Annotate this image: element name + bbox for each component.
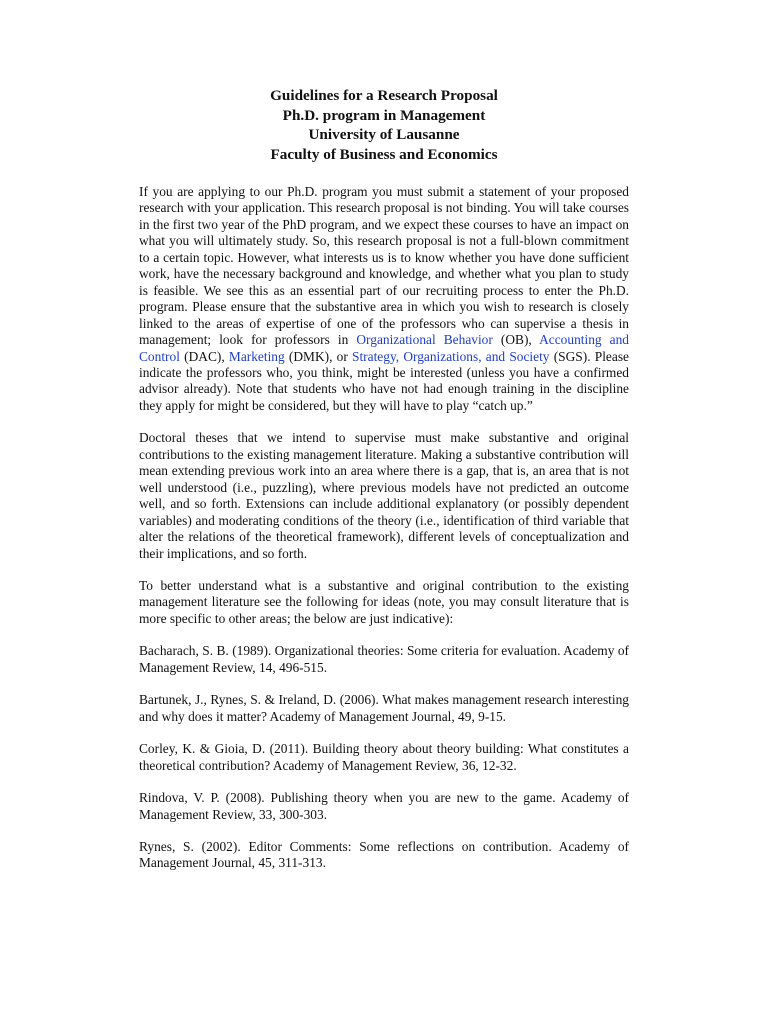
intro-text-sgs: (SGS). Please indicate the professors who, you think, might be interested (unless you have a confirmed advisor already). Note that students who have not had enough training in the discipline they apply for might be considered, but they will have to play “catch up.” xyxy=(139,348,629,413)
reference-list xyxy=(139,643,629,872)
title-line-4: Faculty of Business and Economics xyxy=(270,145,498,163)
intro-paragraph xyxy=(139,184,629,414)
title-line-3: University of Lausanne xyxy=(308,126,460,143)
document-title xyxy=(139,86,629,164)
link-accounting-and-control[interactable]: Accounting and Control xyxy=(139,332,630,364)
reference-item: Rynes, S. (2002). Editor Comments: Some reflections on contribution. Academy of Management Journal, 45, 311-313. xyxy=(139,838,629,871)
contribution-paragraph: Doctoral theses that we intend to supervise must make substantive and original contributions to the existing management literature. Making a substantive contribution will mean extending previous work into an area where there is a gap, that is, an area that is not well understood (i.e., puzzling), where previous models have not predicted an outcome well, and so forth. Extensions can include additional explanatory (or possibly dependent variables) and moderating conditions of the theory (i.e., identification of third variable that alter the relations of the theoretical framework), different levels of conceptualization and their implications, and so forth. xyxy=(139,430,629,561)
literature-paragraph: To better understand what is a substantive and original contribution to the existing management literature see the following for ideas (note, you may consult literature that is more specific to other areas; the below are just indicative): xyxy=(139,577,629,626)
link-marketing[interactable]: Marketing xyxy=(228,348,285,364)
title-line-1: Guidelines for a Research Proposal xyxy=(270,87,498,104)
document-page xyxy=(139,86,629,888)
link-strategy-organizations-society[interactable]: Strategy, Organizations, and Society xyxy=(352,348,550,364)
title-line-2: Ph.D. program in Management xyxy=(282,106,486,124)
reference-item: Rindova, V. P. (2008). Publishing theory when you are new to the game. Academy of Management Review, 33, 300-303. xyxy=(139,790,629,822)
intro-text-dmk: (DMK), or xyxy=(284,348,353,364)
link-organizational-behavior[interactable]: Organizational Behavior xyxy=(356,332,493,348)
intro-text: If you are applying to our Ph.D. program you must submit a statement of your proposed research with your application. This research proposal is not binding. You will take courses in the first two year of the PhD program, and we expect these courses to have an impact on what you will ultimately study. So, this research proposal is not a full-blown commitment to a certain topic. However, what interests us is to know whether you have done sufficient work, have the necessary background and knowledge, and whether what you plan to study is feasible. We see this as an essential part of our recruiting process to enter the Ph.D. program. Please ensure that the substantive area in which you wish to research is closely linked to the areas of expertise of one of the professors who can supervise a thesis in management; look for professors in xyxy=(139,184,629,348)
intro-text-dac: (DAC), xyxy=(179,348,229,364)
reference-item: Bartunek, J., Rynes, S. & Ireland, D. (2006). What makes management research interesting and why does it matter? Academy of Management Journal, 49, 9-15. xyxy=(139,692,629,724)
intro-text-ob: (OB), xyxy=(492,332,540,348)
reference-item: Corley, K. & Gioia, D. (2011). Building theory about theory building: What constitutes a theoretical contribution? Academy of Management Review, 36, 12-32. xyxy=(139,741,629,773)
reference-item: Bacharach, S. B. (1989). Organizational theories: Some criteria for evaluation. Academy of Management Review, 14, 496-515. xyxy=(139,643,629,675)
